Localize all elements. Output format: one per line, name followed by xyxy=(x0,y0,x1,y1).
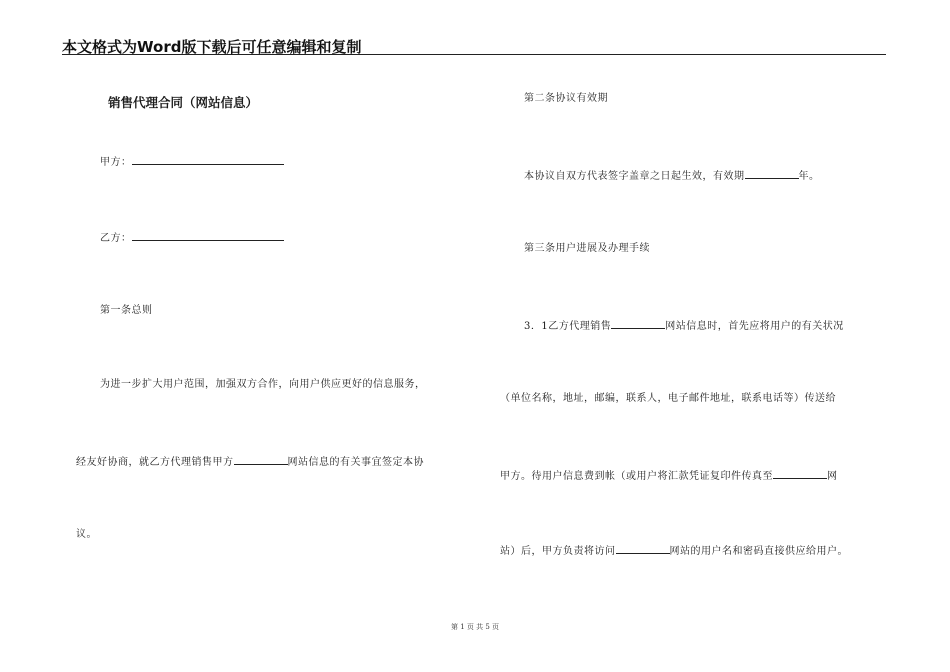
para1-line3: 议。 xyxy=(76,529,97,540)
para2 xyxy=(524,167,820,184)
party-a-blank[interactable] xyxy=(132,153,284,165)
para1-line2-end: 网站信息的有关事宜签定本协 xyxy=(287,457,424,468)
section3-heading: 第三条用户进展及办理手续 xyxy=(524,243,650,254)
header-rule xyxy=(62,54,886,55)
para1-line2-start: 经友好协商，就乙方代理销售甲方 xyxy=(76,457,234,468)
site-name-blank-3[interactable] xyxy=(616,542,670,554)
party-b-blank[interactable] xyxy=(132,229,284,241)
para3-line1-start: 3．1乙方代理销售 xyxy=(524,321,612,332)
para3-line2: （单位名称，地址，邮编，联系人，电子邮件地址，联系电话等）传送给 xyxy=(500,393,836,404)
party-a-label: 甲方： xyxy=(100,157,132,168)
document-header: 本文格式为Word版下载后可任意编辑和复制 xyxy=(62,38,362,56)
para3-line1 xyxy=(524,317,844,334)
para3-line4-start: 站）后，甲方负责将访问 xyxy=(500,546,616,557)
para3-line3-end: 网 xyxy=(827,471,838,482)
para1-line1: 为进一步扩大用户范围，加强双方合作，向用户供应更好的信息服务， xyxy=(100,379,426,390)
para3-line3-start: 甲方。待用户信息费到帐（或用户将汇款凭证复印件传真至 xyxy=(500,471,773,482)
para1-line2 xyxy=(76,453,424,470)
party-b-line xyxy=(100,229,284,246)
para2-end: 年。 xyxy=(798,171,820,182)
para3-line4 xyxy=(500,542,848,559)
validity-years-blank[interactable] xyxy=(745,167,799,179)
site-name-blank-2[interactable] xyxy=(611,317,665,329)
para3-line3 xyxy=(500,467,838,484)
para3-line1-end: 网站信息时，首先应将用户的有关状况 xyxy=(665,321,844,332)
para3-line4-end: 网站的用户名和密码直接供应给用户。 xyxy=(669,546,848,557)
fax-number-blank[interactable] xyxy=(773,467,827,479)
section2-heading: 第二条协议有效期 xyxy=(524,93,608,104)
site-name-blank-1[interactable] xyxy=(234,453,288,465)
para2-start: 本协议自双方代表签字盖章之日起生效，有效期 xyxy=(524,171,745,182)
page-footer: 第 1 页 共 5 页 xyxy=(450,623,500,631)
party-a-line xyxy=(100,153,284,170)
section1-heading: 第一条总则 xyxy=(100,305,153,316)
contract-title: 销售代理合同（网站信息） xyxy=(108,95,259,110)
party-b-label: 乙方： xyxy=(100,233,132,244)
